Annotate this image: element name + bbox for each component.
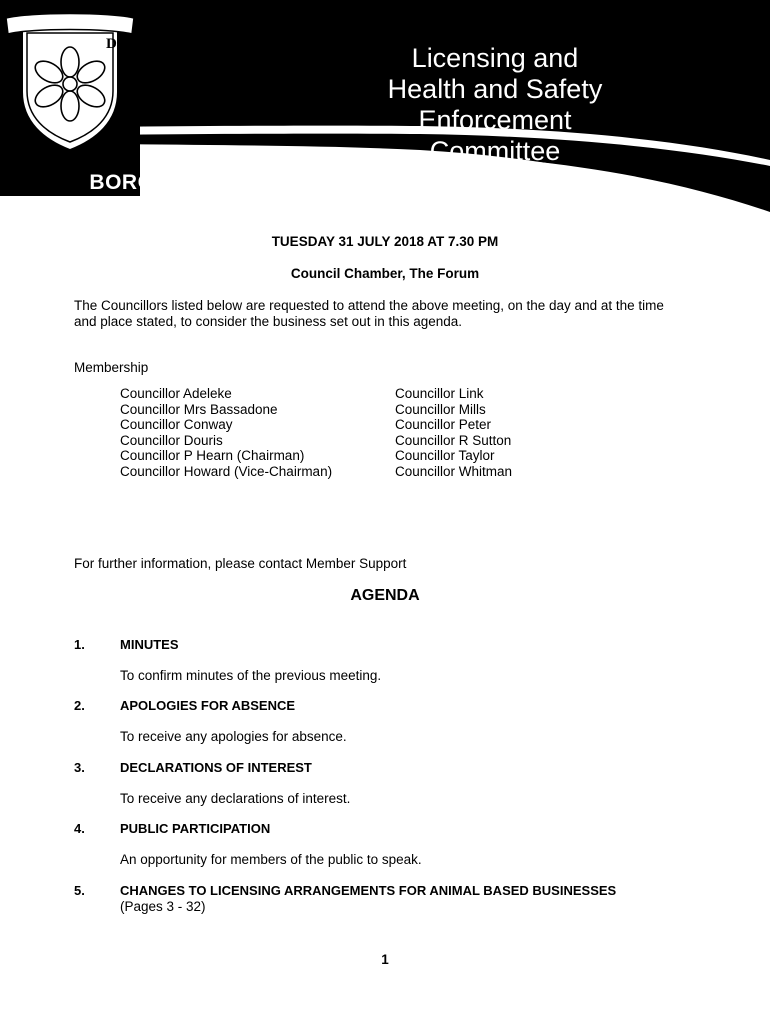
member-name: Councillor Peter [395, 417, 492, 432]
agenda-item-number: 4. [74, 821, 85, 836]
contact-info: For further information, please contact Member Support [74, 556, 407, 571]
agenda-item-number: 1. [74, 637, 85, 652]
member-name: Councillor Taylor [395, 448, 495, 463]
agenda-item-description: To receive any apologies for absence. [120, 729, 347, 744]
member-name: Councillor Whitman [395, 463, 513, 479]
membership-label: Membership [74, 360, 149, 375]
agenda-item-title: CHANGES TO LICENSING ARRANGEMENTS FOR ANIMAL BASED BUSINESSES [120, 883, 617, 898]
member-name: Councillor Howard (Vice-Chairman) [120, 463, 333, 479]
agenda-item-title: MINUTES [120, 637, 179, 652]
agenda-item-description: To receive any declarations of interest. [120, 791, 351, 806]
logo-line-council: COUNCIL [96, 195, 196, 218]
membership-list-right [395, 386, 512, 479]
membership-list-left [120, 386, 332, 479]
title-line-1: Licensing and [411, 43, 579, 73]
header-banner [0, 0, 770, 230]
meeting-venue: Council Chamber, The Forum [290, 266, 480, 281]
member-name: Councillor Adeleke [120, 386, 232, 401]
logo-line-borough: BOROUGH [89, 171, 203, 194]
intro-line-2: and place stated, to consider the business set out in this agenda. [74, 314, 463, 329]
member-name: Councillor P Hearn (Chairman) [120, 448, 305, 463]
member-name: Councillor Conway [120, 417, 233, 432]
member-name: Councillor Mills [395, 401, 486, 417]
agenda-item-description: To confirm minutes of the previous meeting. [120, 668, 382, 683]
member-name: Councillor Mrs Bassadone [120, 401, 278, 417]
meeting-date-time: TUESDAY 31 JULY 2018 AT 7.30 PM [271, 234, 499, 249]
logo-text [76, 172, 216, 218]
agenda-item-number: 2. [74, 698, 85, 713]
agenda-item-number: 3. [74, 760, 85, 775]
member-name: Councillor Douris [120, 432, 223, 448]
logo-banner-text: DACORUM [106, 36, 186, 52]
agenda-item-description: An opportunity for members of the public to speak. [120, 852, 422, 867]
title-line-4: Committee [429, 136, 561, 166]
agenda-item-number: 5. [74, 883, 85, 898]
document-title [365, 43, 625, 167]
title-line-3: Enforcement [418, 105, 572, 135]
agenda-item-title: PUBLIC PARTICIPATION [120, 821, 271, 836]
agenda-heading: AGENDA [350, 587, 420, 604]
page-number: 1 [381, 952, 389, 967]
agenda-item-description: (Pages 3 - 32) [120, 899, 206, 914]
dacorum-logo [0, 0, 140, 196]
title-line-2: Health and Safety [387, 74, 603, 104]
intro-line-1: The Councillors listed below are requested to attend the above meeting, on the day and at the time [74, 298, 664, 313]
member-name: Councillor Link [395, 386, 484, 401]
agenda-item-title: DECLARATIONS OF INTEREST [120, 760, 312, 775]
member-name: Councillor R Sutton [395, 432, 512, 448]
agenda-item-title: APOLOGIES FOR ABSENCE [120, 698, 296, 713]
